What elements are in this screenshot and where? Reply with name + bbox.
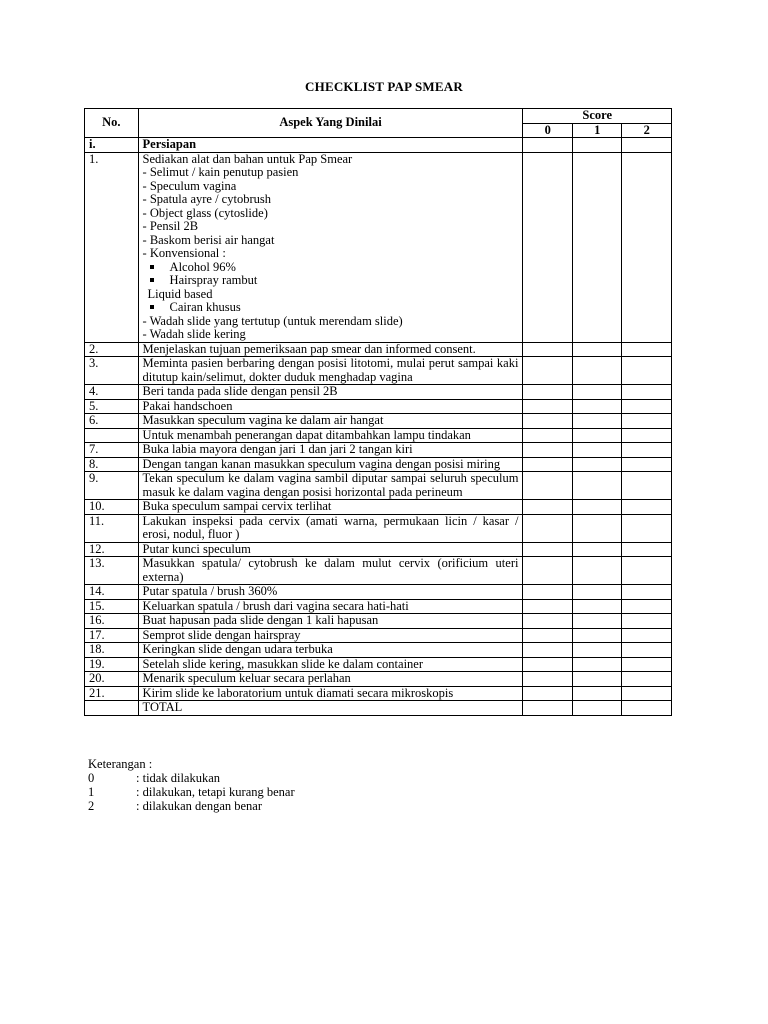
- row-text: Menjelaskan tujuan pemeriksaan pap smear dan informed consent.: [138, 342, 523, 357]
- score-cell[interactable]: [572, 672, 622, 687]
- item-line: - Wadah slide yang tertutup (untuk merendam slide): [142, 313, 403, 328]
- score-cell[interactable]: [523, 385, 573, 400]
- score-cell[interactable]: [523, 414, 573, 429]
- score-cell[interactable]: [622, 428, 672, 443]
- row-no: 15.: [85, 599, 139, 614]
- score-cell[interactable]: [572, 443, 622, 458]
- header-score-0: 0: [523, 123, 573, 138]
- score-cell[interactable]: [523, 472, 573, 500]
- score-cell[interactable]: [622, 357, 672, 385]
- item-line: - Selimut / kain penutup pasien: [142, 165, 299, 179]
- table-row: [85, 342, 672, 357]
- total-row: [85, 701, 672, 716]
- score-cell[interactable]: [622, 138, 672, 153]
- score-cell[interactable]: [523, 138, 573, 153]
- table-row: [85, 628, 672, 643]
- row-no: 4.: [85, 385, 139, 400]
- legend-desc: : dilakukan dengan benar: [136, 799, 262, 813]
- row-no: 11.: [85, 514, 139, 542]
- square-bullet-icon: [150, 278, 154, 282]
- score-cell[interactable]: [622, 414, 672, 429]
- score-cell[interactable]: [622, 585, 672, 600]
- row-text: Buat hapusan pada slide dengan 1 kali hapusan: [138, 614, 523, 629]
- legend-key: 1: [88, 785, 95, 799]
- row-no: 10.: [85, 500, 139, 515]
- row-no: 12.: [85, 542, 139, 557]
- item-line: - Speculum vagina: [142, 178, 237, 193]
- table-row: [85, 614, 672, 629]
- score-cell[interactable]: [523, 657, 573, 672]
- row-text: Buka labia mayora dengan jari 1 dan jari 2 tangan kiri: [138, 443, 523, 458]
- table-row: [85, 599, 672, 614]
- row-no: 9.: [85, 472, 139, 500]
- table-row: [85, 428, 672, 443]
- score-cell[interactable]: [622, 443, 672, 458]
- table-row: [85, 357, 672, 385]
- score-cell[interactable]: [622, 657, 672, 672]
- score-cell[interactable]: [572, 500, 622, 515]
- item-line: - Wadah slide kering: [142, 327, 246, 341]
- row-no: 17.: [85, 628, 139, 643]
- score-cell[interactable]: [523, 628, 573, 643]
- table-row: [85, 414, 672, 429]
- score-cell[interactable]: [622, 542, 672, 557]
- score-cell[interactable]: [622, 672, 672, 687]
- table-row: [85, 542, 672, 557]
- row-text: Lakukan inspeksi pada cervix (amati warna, permukaan licin / kasar / erosi, nodul, fluor ): [138, 514, 523, 542]
- section-row: [85, 138, 672, 153]
- item-line: - Konvensional :: [142, 246, 226, 260]
- header-no: No.: [85, 109, 139, 138]
- row-no: 7.: [85, 443, 139, 458]
- row-no: 21.: [85, 686, 139, 701]
- score-cell[interactable]: [622, 399, 672, 414]
- score-cell[interactable]: [572, 599, 622, 614]
- row-text: Meminta pasien berbaring dengan posisi litotomi, mulai perut sampai kaki ditutup kain/selimut, dokter duduk menghadap vagina: [138, 357, 523, 385]
- row-text: Menarik speculum keluar secara perlahan: [138, 672, 523, 687]
- item-line: - Pensil 2B: [142, 219, 199, 233]
- score-cell[interactable]: [523, 428, 573, 443]
- legend-desc: : dilakukan, tetapi kurang benar: [136, 785, 295, 799]
- item-line: - Object glass (cytoslide): [142, 205, 268, 220]
- table-row: [85, 472, 672, 500]
- score-cell[interactable]: [622, 500, 672, 515]
- score-cell[interactable]: [523, 357, 573, 385]
- liquid-label: Liquid based: [147, 286, 213, 301]
- row-text: Dengan tangan kanan masukkan speculum vagina dengan posisi miring: [138, 457, 523, 472]
- legend-desc: : tidak dilakukan: [136, 771, 221, 785]
- score-cell[interactable]: [523, 557, 573, 585]
- score-cell[interactable]: [523, 701, 573, 716]
- section-no: i.: [85, 138, 139, 153]
- item-line: - Spatula ayre / cytobrush: [142, 192, 271, 206]
- header-score-2: 2: [622, 123, 672, 138]
- row-text: Setelah slide kering, masukkan slide ke dalam container: [138, 657, 523, 672]
- score-cell[interactable]: [523, 614, 573, 629]
- square-bullet-icon: [150, 265, 154, 269]
- row-text: Pakai handschoen: [138, 399, 523, 414]
- score-cell[interactable]: [572, 342, 622, 357]
- score-cell[interactable]: [523, 152, 573, 342]
- score-cell[interactable]: [523, 686, 573, 701]
- row-text: [138, 152, 523, 342]
- score-cell[interactable]: [622, 514, 672, 542]
- score-cell[interactable]: [572, 428, 622, 443]
- score-cell[interactable]: [523, 342, 573, 357]
- score-cell[interactable]: [523, 514, 573, 542]
- row-no: 18.: [85, 643, 139, 658]
- row-text: Masukkan spatula/ cytobrush ke dalam mulut cervix (orificium uteri externa): [138, 557, 523, 585]
- score-cell[interactable]: [572, 686, 622, 701]
- legend-item: [88, 771, 295, 785]
- score-cell[interactable]: [572, 628, 622, 643]
- row-no: 13.: [85, 557, 139, 585]
- table-row: [85, 557, 672, 585]
- bullet-item: Hairspray rambut: [143, 274, 519, 288]
- table-row: [85, 385, 672, 400]
- score-cell[interactable]: [622, 628, 672, 643]
- row-no: 20.: [85, 672, 139, 687]
- bullet-item: Cairan khusus: [143, 301, 519, 315]
- header-score-1: 1: [572, 123, 622, 138]
- item-line: Sediakan alat dan bahan untuk Pap Smear: [142, 151, 353, 166]
- table-row: [85, 643, 672, 658]
- table-row: [85, 457, 672, 472]
- score-cell[interactable]: [572, 399, 622, 414]
- score-cell[interactable]: [523, 599, 573, 614]
- score-cell[interactable]: [572, 138, 622, 153]
- score-cell[interactable]: [572, 557, 622, 585]
- row-text: Masukkan speculum vagina ke dalam air hangat: [138, 414, 523, 429]
- row-no: 16.: [85, 614, 139, 629]
- row-text: Keluarkan spatula / brush dari vagina secara hati-hati: [138, 599, 523, 614]
- header-aspek: Aspek Yang Dinilai: [138, 109, 523, 138]
- score-cell[interactable]: [622, 472, 672, 500]
- score-cell[interactable]: [622, 385, 672, 400]
- score-cell[interactable]: [523, 542, 573, 557]
- row-no: 5.: [85, 399, 139, 414]
- table-row: [85, 443, 672, 458]
- score-cell[interactable]: [622, 599, 672, 614]
- score-cell[interactable]: [622, 557, 672, 585]
- score-cell[interactable]: [622, 701, 672, 716]
- row-no: 19.: [85, 657, 139, 672]
- score-cell[interactable]: [572, 585, 622, 600]
- legend-item: [88, 799, 295, 813]
- score-cell[interactable]: [523, 500, 573, 515]
- score-cell[interactable]: [622, 152, 672, 342]
- row-no: 8.: [85, 457, 139, 472]
- row-no: [85, 701, 139, 716]
- row-no: 6.: [85, 414, 139, 429]
- score-cell[interactable]: [572, 701, 622, 716]
- document-title: CHECKLIST PAP SMEAR: [305, 79, 463, 94]
- score-cell[interactable]: [572, 643, 622, 658]
- score-cell[interactable]: [523, 443, 573, 458]
- table-row: [85, 500, 672, 515]
- square-bullet-icon: [150, 305, 154, 309]
- score-cell[interactable]: [572, 152, 622, 342]
- checklist-table: [84, 108, 672, 716]
- table-row: [85, 152, 672, 342]
- item-line: - Baskom berisi air hangat: [142, 232, 275, 247]
- table-row: [85, 585, 672, 600]
- row-text: Putar kunci speculum: [138, 542, 523, 557]
- score-cell[interactable]: [572, 357, 622, 385]
- row-text: Beri tanda pada slide dengan pensil 2B: [138, 385, 523, 400]
- score-cell[interactable]: [622, 614, 672, 629]
- row-no: 1.: [85, 152, 139, 342]
- row-text: Tekan speculum ke dalam vagina sambil diputar sampai seluruh speculum masuk ke dalam vagina dengan posisi horizontal pada perineum: [138, 472, 523, 500]
- legend-key: 2: [88, 799, 95, 813]
- row-no: 14.: [85, 585, 139, 600]
- row-text: TOTAL: [138, 701, 523, 716]
- score-cell[interactable]: [572, 542, 622, 557]
- bullet-item: Alcohol 96%: [143, 261, 519, 275]
- table-row: [85, 657, 672, 672]
- row-no: [85, 428, 139, 443]
- row-text: Buka speculum sampai cervix terlihat: [138, 500, 523, 515]
- table-row: [85, 686, 672, 701]
- score-cell[interactable]: [572, 414, 622, 429]
- score-cell[interactable]: [572, 457, 622, 472]
- row-text: Untuk menambah penerangan dapat ditambahkan lampu tindakan: [138, 428, 523, 443]
- score-cell[interactable]: [622, 686, 672, 701]
- score-cell[interactable]: [523, 457, 573, 472]
- score-cell[interactable]: [572, 472, 622, 500]
- section-label: Persiapan: [138, 138, 523, 153]
- row-text: Putar spatula / brush 360%: [138, 585, 523, 600]
- legend-item: [88, 785, 295, 799]
- score-cell[interactable]: [622, 342, 672, 357]
- score-cell[interactable]: [523, 585, 573, 600]
- row-no: 3.: [85, 357, 139, 385]
- table-row: [85, 514, 672, 542]
- row-no: 2.: [85, 342, 139, 357]
- score-cell[interactable]: [572, 514, 622, 542]
- score-cell[interactable]: [572, 657, 622, 672]
- table-row: [85, 399, 672, 414]
- legend: [88, 757, 295, 813]
- score-cell[interactable]: [572, 614, 622, 629]
- score-cell[interactable]: [622, 643, 672, 658]
- score-cell[interactable]: [622, 457, 672, 472]
- score-cell[interactable]: [572, 385, 622, 400]
- score-cell[interactable]: [523, 643, 573, 658]
- score-cell[interactable]: [523, 399, 573, 414]
- header-score: Score: [523, 109, 672, 124]
- row-text: Kirim slide ke laboratorium untuk diamati secara mikroskopis: [138, 686, 523, 701]
- score-cell[interactable]: [523, 672, 573, 687]
- table-row: [85, 672, 672, 687]
- row-text: Keringkan slide dengan udara terbuka: [138, 643, 523, 658]
- row-text: Semprot slide dengan hairspray: [138, 628, 523, 643]
- legend-key: 0: [88, 771, 95, 785]
- legend-title: Keterangan :: [88, 757, 153, 771]
